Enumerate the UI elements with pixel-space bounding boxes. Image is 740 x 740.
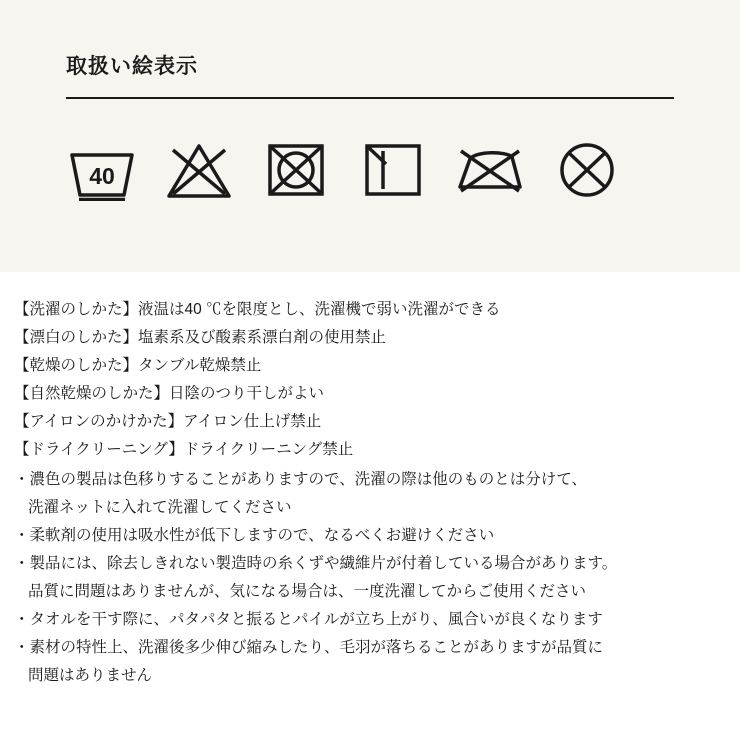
care-symbol-row: [66, 135, 674, 205]
instruction-line: 【ドライクリーニング】ドライクリーニング禁止: [14, 441, 354, 458]
tumble-dry-prohibited-symbol: [260, 137, 332, 203]
instruction-line: 【洗濯のしかた】液温は40 ℃を限度とし、洗濯機で弱い洗濯ができる: [14, 301, 501, 318]
note-line-continued: 品質に問題はありませんが、気になる場合は、一度洗濯してからご使用ください: [28, 583, 587, 600]
note-line: ・素材の特性上、洗濯後多少伸び縮みしたり、毛羽が落ちることがありますが品質に: [14, 639, 604, 656]
iron-prohibited-symbol: [454, 137, 526, 203]
instruction-line: 【自然乾燥のしかた】日陰のつり干しがよい: [14, 385, 325, 402]
svg-text:40: 40: [89, 163, 115, 189]
note-line-continued: 問題はありません: [28, 667, 153, 684]
line-dry-in-shade-symbol: [357, 137, 429, 203]
washing-machine-40-symbol: [66, 137, 138, 203]
note-line: ・濃色の製品は色移りすることがありますので、洗濯の際は他のものとは分けて、: [14, 471, 587, 488]
instruction-line: 【乾燥のしかた】タンブル乾燥禁止: [14, 357, 262, 374]
bleach-prohibited-symbol: [163, 137, 235, 203]
note-line: ・製品には、除去しきれない製造時の糸くずや繊維片が付着している場合があります。: [14, 555, 618, 572]
note-line: ・タオルを干す際に、パタパタと振るとパイルが立ち上がり、風合いが良くなります: [14, 611, 603, 628]
note-line: ・柔軟剤の使用は吸水性が低下しますので、なるべくお避けください: [14, 527, 495, 544]
dry-clean-prohibited-symbol: [551, 137, 623, 203]
care-notes-list: [14, 466, 730, 690]
page-title: 取扱い絵表示: [66, 55, 198, 78]
instruction-line: 【漂白のしかた】塩素系及び酸素系漂白剤の使用禁止: [14, 329, 387, 346]
title-divider: [66, 97, 674, 99]
instruction-line: 【アイロンのかけかた】アイロン仕上げ禁止: [14, 413, 322, 430]
care-instructions-text: [14, 296, 730, 690]
note-line-continued: 洗濯ネットに入れて洗濯してください: [28, 499, 292, 516]
